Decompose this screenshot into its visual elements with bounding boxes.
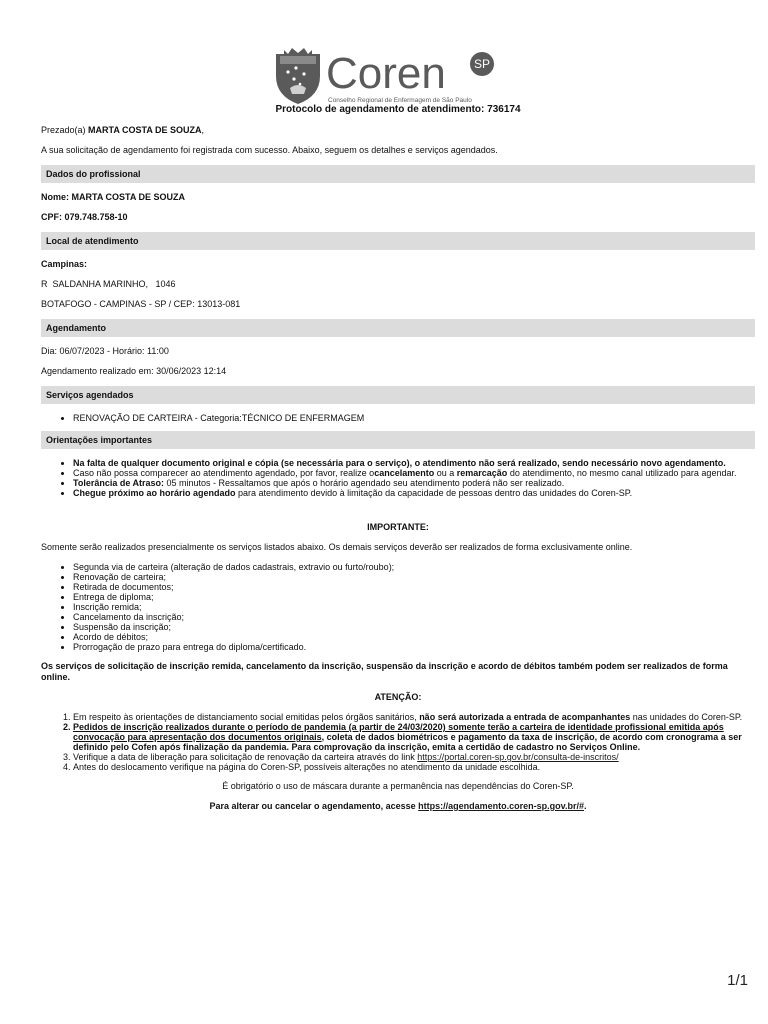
list-item: • Chegue próximo ao horário agendado para atendimento devido à limitação da capacidade de pessoas dentro das unidades do Coren-SP. <box>73 488 755 498</box>
list-item: • Segunda via de carteira (alteração de dados cadastrais, extravio ou furto/roubo); <box>73 562 755 572</box>
schedule-made-on: Agendamento realizado em: 30/06/2023 12:14 <box>41 366 227 376</box>
intro-text: A sua solicitação de agendamento foi registrada com sucesso. Abaixo, seguem os detalhes e serviços agendados. <box>41 145 498 155</box>
section-services: Serviços agendados <box>41 386 755 404</box>
attention-heading: ATENÇÃO: <box>374 692 422 702</box>
attention-list <box>41 712 755 772</box>
list-item: • Tolerância de Atraso: 05 minutos - Ressaltamos que após o horário agendado seu atendimento poderá não ser realizado. <box>73 478 755 488</box>
in-person-services-list <box>41 562 755 652</box>
coren-logo <box>274 46 504 106</box>
shield-icon <box>276 48 320 104</box>
svg-text:Conselho Regional de Enfermage: Conselho Regional de Enfermagem de São Paulo <box>328 97 472 104</box>
page-number: 1/1 <box>727 972 748 989</box>
section-professional: Dados do profissional <box>41 165 755 183</box>
list-item: • Acordo de débitos; <box>73 632 755 642</box>
mask-notice: É obrigatório o uso de máscara durante a permanência nas dependências do Coren-SP. <box>222 781 574 791</box>
section-location: Local de atendimento <box>41 232 755 250</box>
list-item: • Inscrição remida; <box>73 602 755 612</box>
professional-cpf: CPF: 079.748.758-10 <box>41 212 128 222</box>
list-item: • Renovação de carteira; <box>73 572 755 582</box>
svg-text:SP: SP <box>473 57 491 71</box>
document-content <box>41 104 755 812</box>
list-item: • Suspensão da inscrição; <box>73 622 755 632</box>
section-guidelines: Orientações importantes <box>41 431 755 449</box>
list-item: 2. Pedidos de inscrição realizados durante o período de pandemia (a partir de 24/03/2020) somente terão a carteira de identidade profissional emitida após convocação para apresentação dos documentos originais, coleta de dados biométricos e pagamento da taxa de inscrição, de acordo com cronograma a ser definido pelo Cofen após finalização da pandemia. Para comprovação da inscrição, emita a certidão de cadastro no Serviços Online. <box>73 722 755 752</box>
list-item: 1. Em respeito às orientações de distanciamento social emitidas pelos órgãos sanitários, não será autorizada a entrada de acompanhantes nas unidades do Coren-SP. <box>73 712 755 722</box>
list-item: • Prorrogação de prazo para entrega do diploma/certificado. <box>73 642 755 652</box>
list-item: • Na falta de qualquer documento original e cópia (se necessária para o serviço), o atendimento não será realizado, sendo necessário novo agendamento. <box>73 458 755 468</box>
change-notice: Para alterar ou cancelar o agendamento, acesse https://agendamento.coren-sp.gov.br/#. <box>209 801 587 811</box>
greeting: Prezado(a) MARTA COSTA DE SOUZA, <box>41 125 205 135</box>
inscritos-link[interactable]: https://portal.coren-sp.gov.br/consulta-de-inscritos/ <box>417 752 619 762</box>
important-text: Somente serão realizados presencialmente os serviços listados abaixo. Os demais serviços deverão ser realizados de forma exclusivamente online. <box>41 542 633 552</box>
list-item: • Caso não possa comparecer ao atendimento agendado, por favor, realize ocancelamento ou a remarcação do atendimento, no mesmo canal utilizado para agendar. <box>73 468 755 478</box>
agendamento-link[interactable]: https://agendamento.coren-sp.gov.br/# <box>418 801 584 811</box>
location-district: BOTAFOGO - CAMPINAS - SP / CEP: 13013-081 <box>41 299 241 309</box>
guidelines-list <box>41 458 755 498</box>
important-heading: IMPORTANTE: <box>367 522 429 532</box>
list-item: 3. Verifique a data de liberação para solicitação de renovação da carteira através do link https://portal.coren-sp.gov.br/consulta-de-inscritos/ <box>73 752 755 762</box>
list-item: 4. Antes do deslocamento verifique na página do Coren-SP, possíveis alterações no atendimento da unidade escolhida. <box>73 762 755 772</box>
professional-name: Nome: MARTA COSTA DE SOUZA <box>41 192 185 202</box>
recipient-name: MARTA COSTA DE SOUZA <box>88 125 202 135</box>
section-schedule: Agendamento <box>41 319 755 337</box>
list-item: • RENOVAÇÃO DE CARTEIRA - Categoria:TÉCNICO DE ENFERMAGEM <box>73 413 755 423</box>
svg-text:Coren: Coren <box>326 49 446 98</box>
list-item: • Cancelamento da inscrição; <box>73 612 755 622</box>
location-address: R SALDANHA MARINHO, 1046 <box>41 279 176 289</box>
location-city: Campinas: <box>41 259 88 269</box>
list-item: • Entrega de diploma; <box>73 592 755 602</box>
list-item: • Retirada de documentos; <box>73 582 755 592</box>
page-title: Protocolo de agendamento de atendimento: 736174 <box>275 104 521 115</box>
services-list <box>41 413 755 423</box>
schedule-day: Dia: 06/07/2023 - Horário: 11:00 <box>41 346 169 356</box>
online-services-note: Os serviços de solicitação de inscrição remida, cancelamento da inscrição, suspensão da inscrição e acordo de débitos também podem ser realizados de forma online. <box>41 661 728 682</box>
